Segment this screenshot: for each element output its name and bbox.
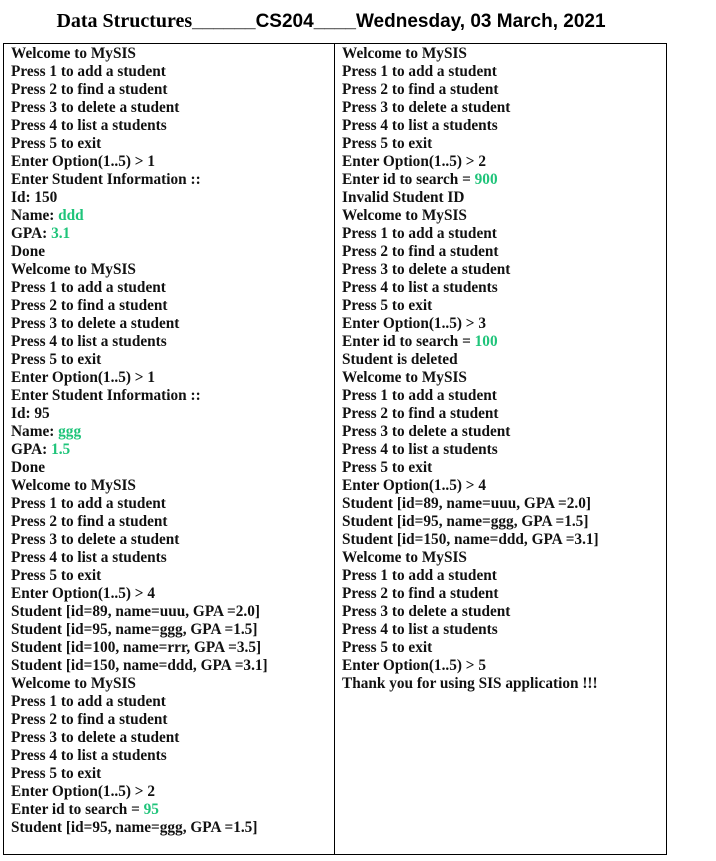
console-line <box>342 459 666 477</box>
console-output-table <box>3 43 667 855</box>
line-text: Student [id=95, name=ggg, GPA =1.5] <box>11 621 258 638</box>
console-line <box>11 477 334 495</box>
title-separator: ____ <box>313 11 356 32</box>
console-line <box>11 387 334 405</box>
line-text: GPA: <box>11 441 52 458</box>
console-line <box>342 351 666 369</box>
console-line <box>342 153 666 171</box>
line-text: Student [id=95, name=ggg, GPA =1.5] <box>11 819 258 836</box>
line-text: Student [id=150, name=ddd, GPA =3.1] <box>11 657 268 674</box>
console-line <box>11 567 334 585</box>
console-line <box>11 585 334 603</box>
line-text: Press 1 to add a student <box>342 387 497 404</box>
line-text: Press 2 to find a student <box>11 297 168 314</box>
line-text: Press 1 to add a student <box>11 495 166 512</box>
console-line <box>342 63 666 81</box>
console-line <box>11 549 334 567</box>
line-text: Welcome to MySIS <box>342 549 467 566</box>
console-line <box>342 333 666 351</box>
line-text: Press 3 to delete a student <box>11 99 180 116</box>
console-line <box>11 675 334 693</box>
console-line <box>11 261 334 279</box>
console-line <box>342 639 666 657</box>
user-input: 3.1 <box>51 225 71 242</box>
console-line <box>342 531 666 549</box>
line-text: Enter id to search = <box>342 171 475 188</box>
console-line <box>342 99 666 117</box>
line-text: Press 2 to find a student <box>342 81 499 98</box>
console-line <box>11 423 334 441</box>
line-text: Press 2 to find a student <box>11 711 168 728</box>
console-line <box>342 603 666 621</box>
console-line <box>342 477 666 495</box>
line-text: Press 5 to exit <box>11 765 102 782</box>
line-text: Student [id=95, name=ggg, GPA =1.5] <box>342 513 589 530</box>
console-line <box>11 657 334 675</box>
console-line <box>11 513 334 531</box>
line-text: Done <box>11 243 45 260</box>
line-text: Press 1 to add a student <box>342 225 497 242</box>
console-line <box>342 225 666 243</box>
console-line <box>342 117 666 135</box>
line-text: Welcome to MySIS <box>11 477 136 494</box>
console-line <box>342 297 666 315</box>
console-line <box>11 711 334 729</box>
console-line <box>342 621 666 639</box>
line-text: Enter Student Information :: <box>11 387 201 404</box>
line-text: Student is deleted <box>342 351 458 368</box>
line-text: Thank you for using SIS application !!! <box>342 675 598 692</box>
line-text: Press 1 to add a student <box>11 279 166 296</box>
console-line <box>342 81 666 99</box>
line-text: Press 2 to find a student <box>342 243 499 260</box>
line-text: Press 5 to exit <box>11 351 102 368</box>
line-text: Press 4 to list a students <box>342 117 498 134</box>
title-separator: ______ <box>192 11 256 32</box>
line-text: Press 3 to delete a student <box>11 531 180 548</box>
console-line <box>11 801 334 819</box>
console-line <box>342 207 666 225</box>
line-text: Press 2 to find a student <box>342 585 499 602</box>
console-line <box>11 333 334 351</box>
left-column <box>4 44 335 854</box>
console-line <box>342 441 666 459</box>
line-text: Done <box>11 459 45 476</box>
line-text: Student [id=89, name=uuu, GPA =2.0] <box>11 603 260 620</box>
console-line <box>11 765 334 783</box>
console-line <box>342 513 666 531</box>
line-text: Enter Option(1..5) > 5 <box>342 657 486 674</box>
line-text: Welcome to MySIS <box>11 261 136 278</box>
console-line <box>342 567 666 585</box>
line-text: Welcome to MySIS <box>11 45 136 62</box>
console-line <box>11 99 334 117</box>
console-line <box>342 261 666 279</box>
console-line <box>11 441 334 459</box>
line-text: Press 4 to list a students <box>11 549 167 566</box>
line-text: Press 2 to find a student <box>11 513 168 530</box>
console-line <box>11 117 334 135</box>
line-text: Press 1 to add a student <box>11 63 166 80</box>
line-text: Press 3 to delete a student <box>342 261 511 278</box>
line-text: Press 5 to exit <box>342 639 433 656</box>
line-text: Welcome to MySIS <box>342 369 467 386</box>
console-line <box>11 729 334 747</box>
line-text: Press 3 to delete a student <box>11 315 180 332</box>
console-line <box>342 135 666 153</box>
line-text: Press 1 to add a student <box>342 63 497 80</box>
line-text: Press 4 to list a students <box>11 747 167 764</box>
line-text: Welcome to MySIS <box>11 675 136 692</box>
line-text: Enter id to search = <box>342 333 475 350</box>
console-line <box>11 315 334 333</box>
line-text: Press 4 to list a students <box>11 117 167 134</box>
line-text: Welcome to MySIS <box>342 207 467 224</box>
line-text: Press 4 to list a students <box>342 621 498 638</box>
console-line <box>11 351 334 369</box>
user-input: 1.5 <box>51 441 71 458</box>
document-title <box>0 10 662 33</box>
console-line <box>342 171 666 189</box>
console-line <box>342 315 666 333</box>
line-text: Id: 95 <box>11 405 50 422</box>
console-line <box>342 279 666 297</box>
console-line <box>11 369 334 387</box>
line-text: Press 2 to find a student <box>11 81 168 98</box>
console-line <box>11 495 334 513</box>
course-name: Data Structures <box>56 10 193 32</box>
console-line <box>11 621 334 639</box>
console-line <box>11 819 334 837</box>
date: Wednesday, 03 March, 2021 <box>355 11 606 32</box>
console-line <box>342 549 666 567</box>
line-text: Press 1 to add a student <box>342 567 497 584</box>
console-line <box>11 531 334 549</box>
console-line <box>11 153 334 171</box>
line-text: Press 2 to find a student <box>342 405 499 422</box>
console-line <box>11 783 334 801</box>
line-text: Press 3 to delete a student <box>342 423 511 440</box>
console-line <box>342 369 666 387</box>
console-line <box>342 387 666 405</box>
line-text: Enter Option(1..5) > 2 <box>342 153 486 170</box>
console-line <box>11 81 334 99</box>
line-text: Press 5 to exit <box>342 135 433 152</box>
line-text: Press 5 to exit <box>342 459 433 476</box>
console-line <box>11 171 334 189</box>
course-code: CS204 <box>255 11 314 32</box>
line-text: Enter Option(1..5) > 4 <box>342 477 486 494</box>
console-line <box>342 45 666 63</box>
line-text: Name: <box>11 423 59 440</box>
line-text: Student [id=89, name=uuu, GPA =2.0] <box>342 495 591 512</box>
console-line <box>11 45 334 63</box>
user-input: 95 <box>143 801 159 818</box>
console-line <box>342 189 666 207</box>
user-input: ggg <box>58 423 82 440</box>
console-line <box>11 135 334 153</box>
line-text: Enter Option(1..5) > 2 <box>11 783 155 800</box>
console-line <box>11 747 334 765</box>
line-text: Press 5 to exit <box>11 135 102 152</box>
user-input: ddd <box>58 207 84 224</box>
console-line <box>11 207 334 225</box>
line-text: Invalid Student ID <box>342 189 465 206</box>
line-text: GPA: <box>11 225 52 242</box>
right-column <box>335 44 666 854</box>
console-line <box>11 189 334 207</box>
user-input: 900 <box>474 171 498 188</box>
line-text: Press 3 to delete a student <box>342 99 511 116</box>
line-text: Id: 150 <box>11 189 58 206</box>
console-line <box>342 405 666 423</box>
line-text: Enter Student Information :: <box>11 171 201 188</box>
console-line <box>11 603 334 621</box>
console-line <box>342 495 666 513</box>
console-line <box>11 297 334 315</box>
console-line <box>11 279 334 297</box>
line-text: Press 3 to delete a student <box>11 729 180 746</box>
line-text: Press 5 to exit <box>11 567 102 584</box>
console-line <box>11 225 334 243</box>
console-line <box>11 459 334 477</box>
line-text: Enter id to search = <box>11 801 144 818</box>
console-line <box>11 693 334 711</box>
line-text: Student [id=100, name=rrr, GPA =3.5] <box>11 639 262 656</box>
console-line <box>11 63 334 81</box>
console-line <box>11 639 334 657</box>
line-text: Press 1 to add a student <box>11 693 166 710</box>
line-text: Welcome to MySIS <box>342 45 467 62</box>
console-line <box>342 423 666 441</box>
line-text: Enter Option(1..5) > 4 <box>11 585 155 602</box>
line-text: Name: <box>11 207 59 224</box>
console-line <box>342 675 666 693</box>
console-line <box>11 405 334 423</box>
console-line <box>11 243 334 261</box>
user-input: 100 <box>474 333 498 350</box>
line-text: Press 4 to list a students <box>342 279 498 296</box>
line-text: Press 4 to list a students <box>342 441 498 458</box>
line-text: Press 5 to exit <box>342 297 433 314</box>
console-line <box>342 657 666 675</box>
line-text: Press 3 to delete a student <box>342 603 511 620</box>
line-text: Enter Option(1..5) > 1 <box>11 369 155 386</box>
line-text: Enter Option(1..5) > 1 <box>11 153 155 170</box>
line-text: Student [id=150, name=ddd, GPA =3.1] <box>342 531 599 548</box>
console-line <box>342 243 666 261</box>
line-text: Press 4 to list a students <box>11 333 167 350</box>
line-text: Enter Option(1..5) > 3 <box>342 315 486 332</box>
console-line <box>342 585 666 603</box>
